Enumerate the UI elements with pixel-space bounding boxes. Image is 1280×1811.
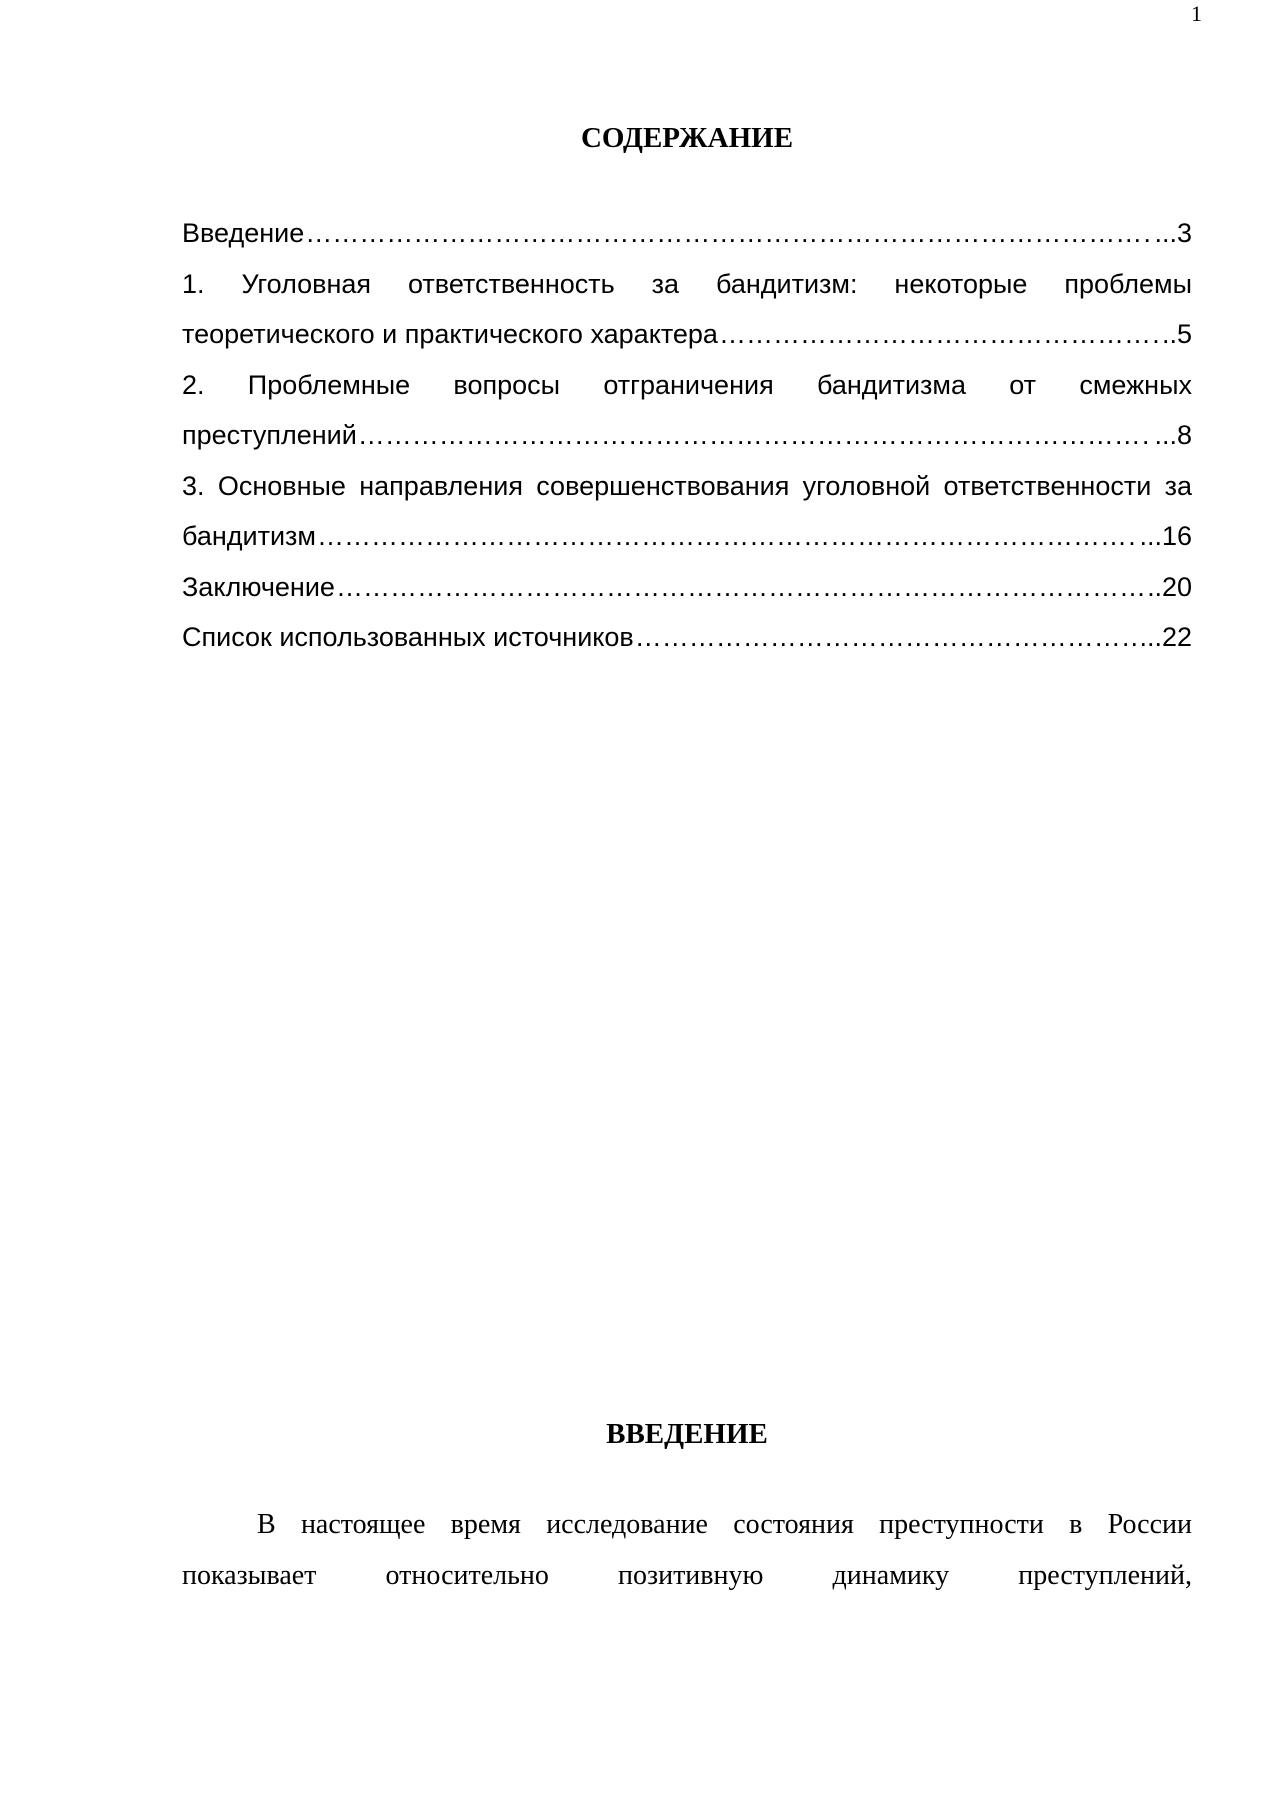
toc-entry-references[interactable]: [182, 612, 1192, 663]
toc-page-number: .20: [1154, 571, 1192, 602]
toc-entry-title: Введение: [182, 218, 305, 248]
toc-line: [182, 562, 1192, 613]
toc-line: [182, 410, 1192, 461]
introduction-line: показывает относительно позитивную динамику преступлений,: [182, 1560, 1192, 1591]
introduction-line: В настоящее время исследование состояния преступности в России: [257, 1509, 1192, 1540]
introduction-body: [182, 1499, 1192, 1601]
toc-heading: СОДЕРЖАНИЕ: [580, 122, 794, 154]
toc-entry-introduction[interactable]: [182, 208, 1192, 259]
toc-entry-chapter-1[interactable]: [182, 259, 1192, 360]
toc-entry-conclusion[interactable]: [182, 562, 1192, 613]
toc-entry-title-line: 1. Уголовная ответственность за бандитизм: некоторые проблемы: [182, 268, 1192, 299]
toc-entry-title-line: 2. Проблемные вопросы отграничения бандитизма от смежных: [182, 369, 1192, 400]
toc-dot-leader: [317, 511, 1138, 562]
toc-dot-leader: [358, 410, 1154, 461]
toc-entry-title-line: 3. Основные направления совершенствования уголовной ответственности за: [182, 470, 1192, 501]
toc-line: [182, 612, 1192, 663]
toc-line: [182, 309, 1192, 360]
page-number: 1: [1191, 1, 1202, 26]
toc-entry-title: Список использованных источников: [182, 622, 634, 652]
toc-entry-title: бандитизм: [182, 521, 316, 551]
toc-page-number: ...8: [1154, 420, 1192, 450]
toc-line: [182, 208, 1192, 259]
toc-line: [182, 511, 1192, 562]
toc-entry-title: преступлений: [182, 420, 357, 450]
toc-page-number: ...16: [1139, 521, 1192, 551]
toc-entry-title: теоретического и практического характера: [182, 319, 718, 349]
toc-dot-leader: [305, 208, 1153, 259]
toc-dot-leader: [635, 612, 1139, 663]
toc-entry-chapter-2[interactable]: [182, 360, 1192, 461]
toc-page-number: ..5: [1161, 319, 1192, 349]
toc-entry-chapter-3[interactable]: [182, 461, 1192, 562]
introduction-heading: ВВЕДЕНИЕ: [606, 1418, 768, 1450]
toc-dot-leader: [719, 309, 1161, 360]
toc-entry-title: Заключение: [182, 571, 335, 602]
toc-page-number: ...3: [1154, 218, 1192, 248]
table-of-contents: [182, 208, 1192, 663]
toc-dot-leader: [336, 562, 1154, 613]
toc-page-number: ...22: [1139, 622, 1192, 652]
